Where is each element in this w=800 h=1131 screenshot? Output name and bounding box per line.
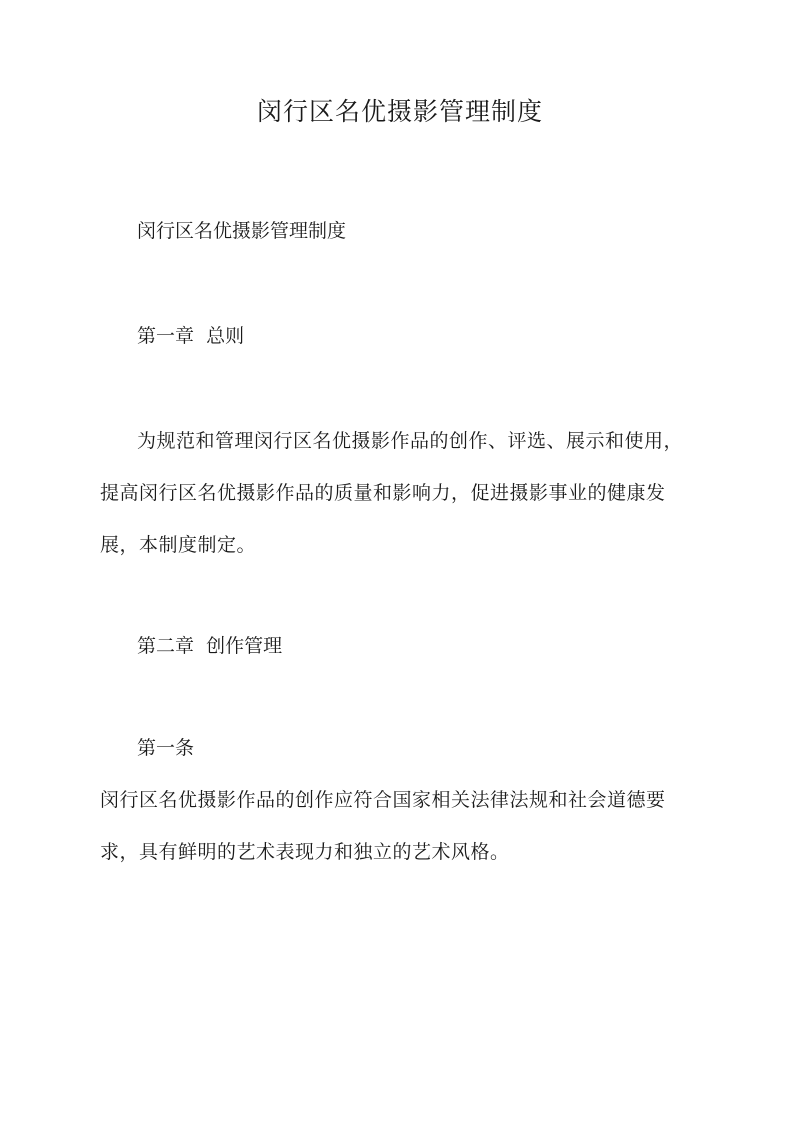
article-1-text: 闵行区名优摄影作品的创作应符合国家相关法律法规和社会道德要求，具有鲜明的艺术表现力和独立的艺术风格。 — [100, 789, 666, 863]
chapter-1-paragraph: 为规范和管理闵行区名优摄影作品的创作、评选、展示和使用，提高闵行区名优摄影作品的质量和影响力，促进摄影事业的健康发展，本制度制定。 — [100, 430, 684, 556]
document-title: 闵行区名优摄影管理制度 — [256, 97, 543, 126]
article-1-label: 第一条 — [137, 737, 195, 759]
document-subtitle: 闵行区名优摄影管理制度 — [137, 220, 347, 242]
chapter-2-heading: 第二章 创作管理 — [137, 635, 283, 657]
chapter-1-heading: 第一章 总则 — [137, 325, 245, 347]
